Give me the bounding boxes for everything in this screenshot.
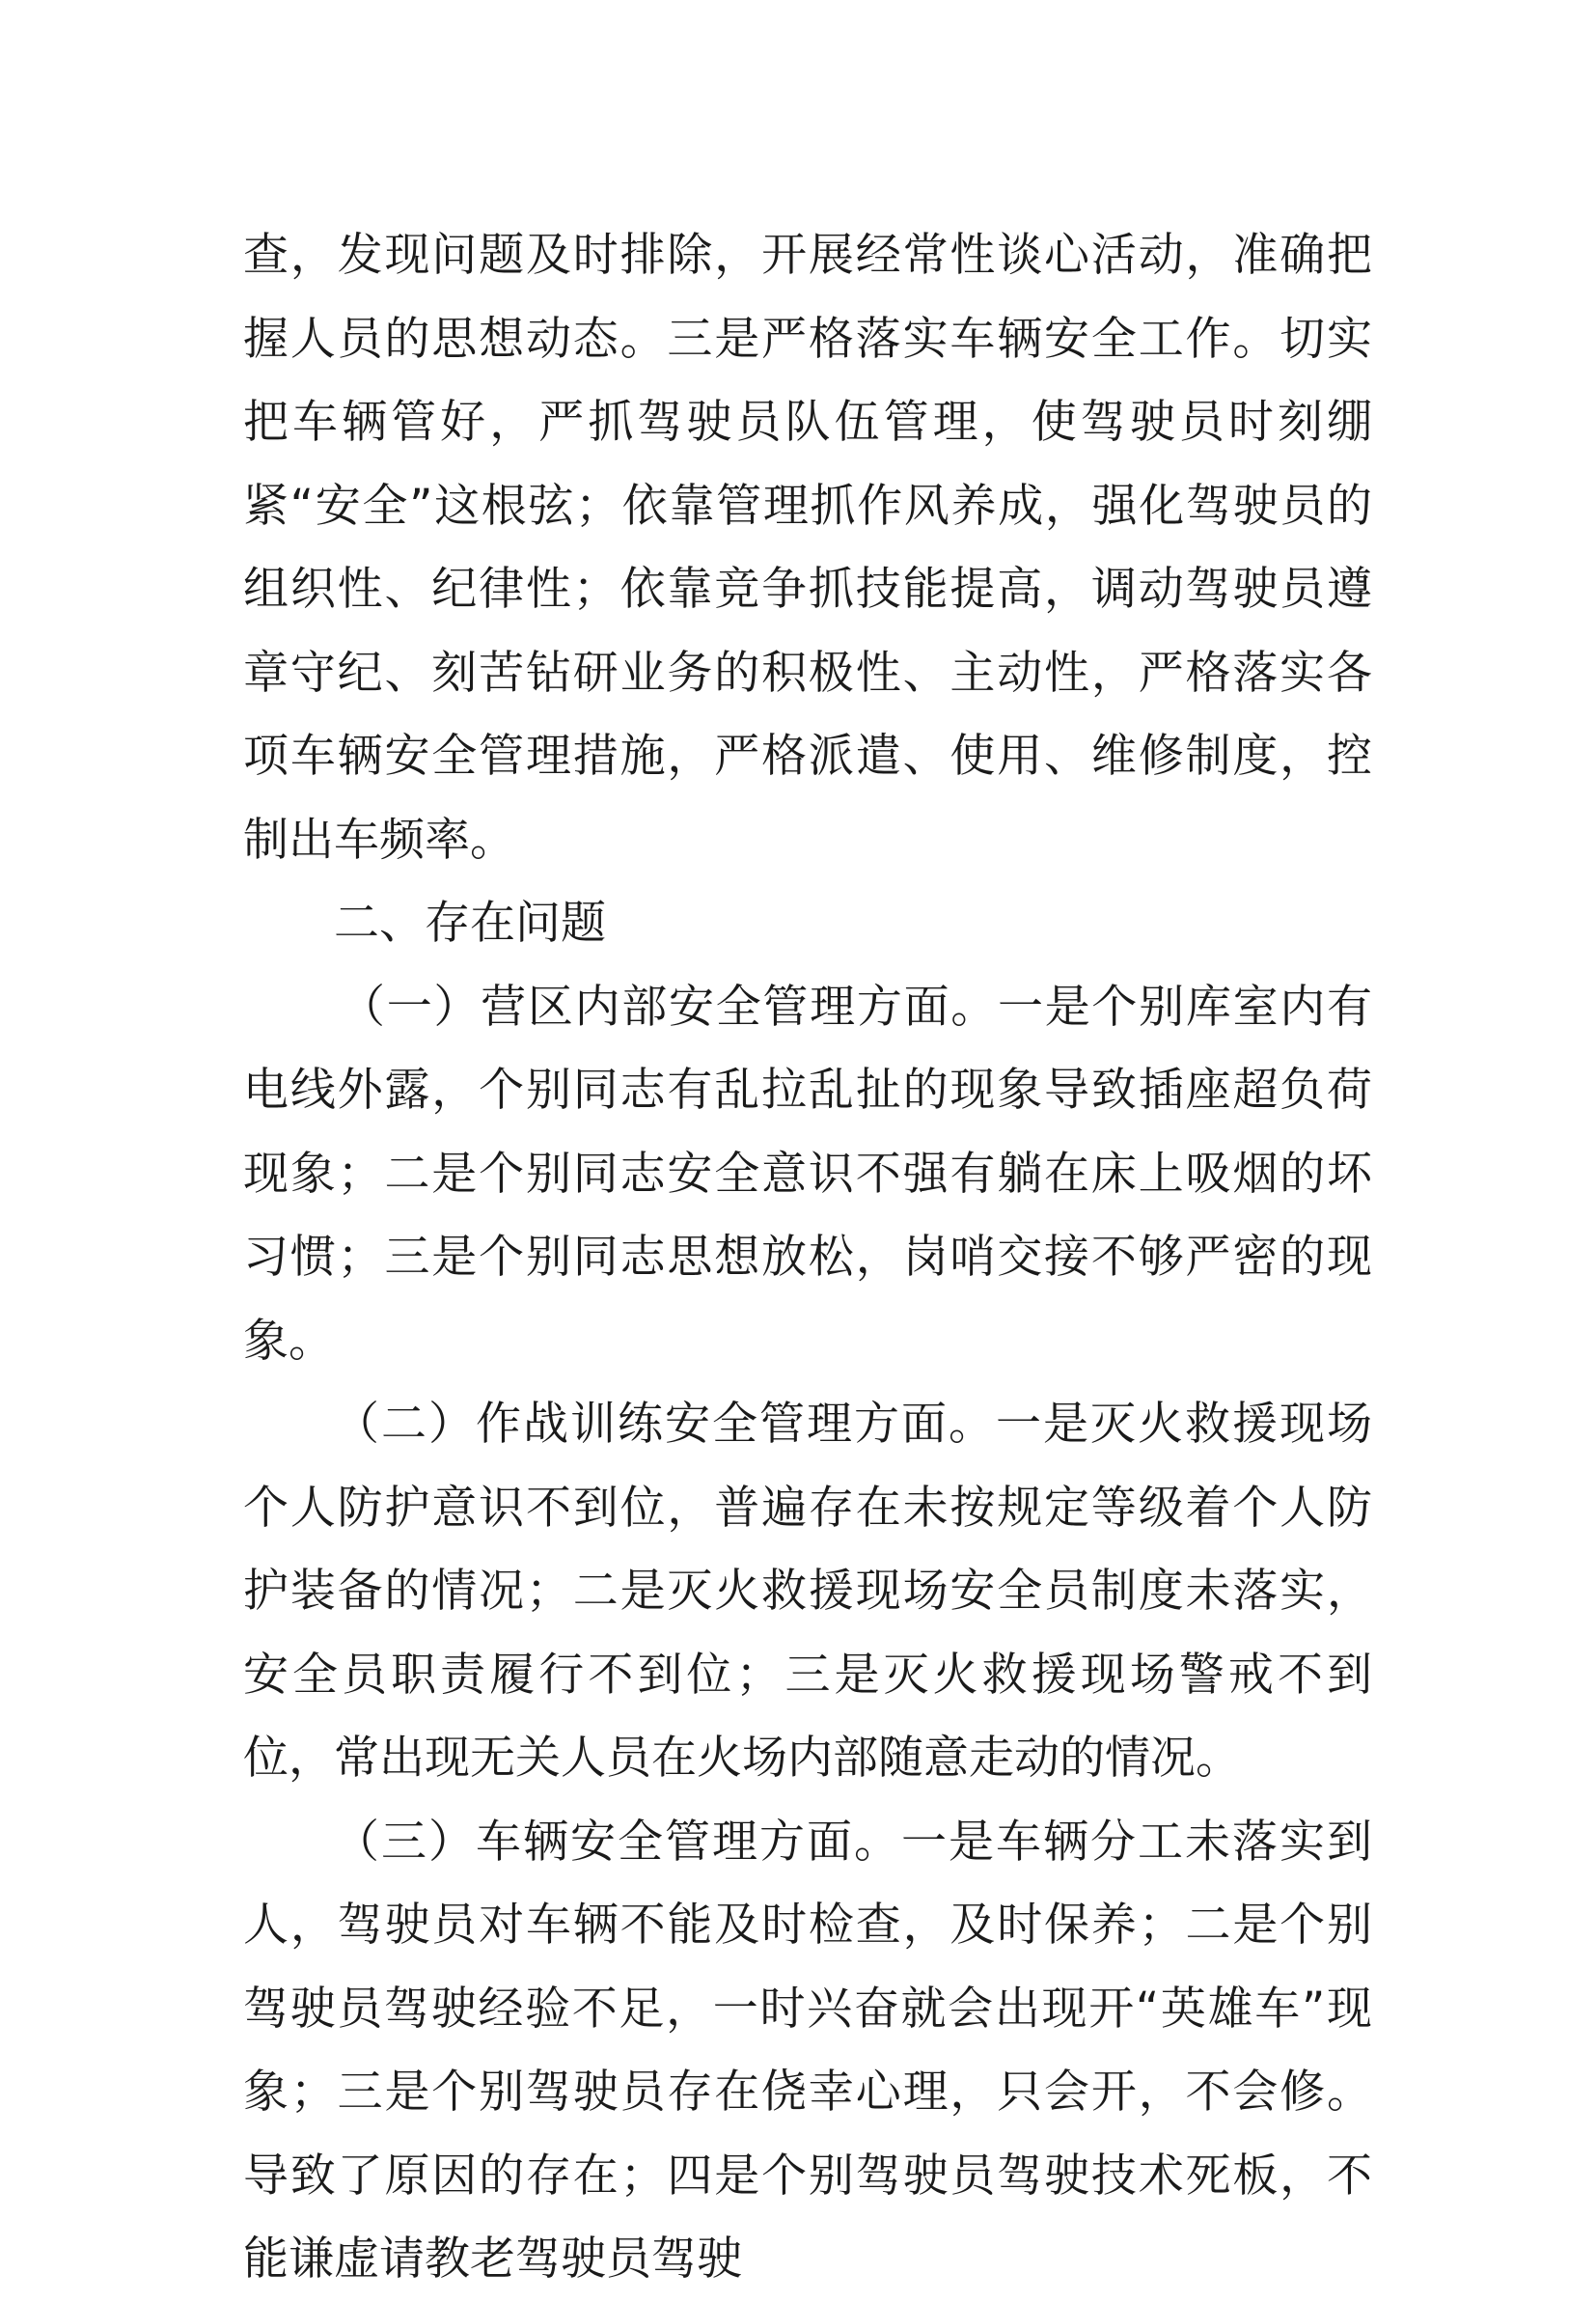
paragraph-continuation: 查，发现问题及时排除，开展经常性谈心活动，准确把握人员的思想动态。三是严格落实车辆安全工作。切实把车辆管好，严抓驾驶员队伍管理，使驾驶员时刻绷紧“安全”这根弦；依靠管理抓作风养成，强化驾驶员的组织性、纪律性；依靠竞争抓技能提高，调动驾驶员遵章守纪、刻苦钻研业务的积极性、主动性，严格落实各项车辆安全管理措施，严格派遣、使用、维修制度，控制出车频率。 <box>243 229 1372 867</box>
paragraph-training-safety: （二）作战训练安全管理方面。一是灭火救援现场个人防护意识不到位，普遍存在未按规定等级着个人防护装备的情况；二是灭火救援现场安全员制度未落实，安全员职责履行不到位；三是灭火救援现场警戒不到位，常出现无关人员在火场内部随意走动的情况。 <box>243 1398 1372 1785</box>
paragraph-camp-safety: （一）营区内部安全管理方面。一是个别库室内有电线外露，个别同志有乱拉乱扯的现象导致插座超负荷现象；二是个别同志安全意识不强有躺在床上吸烟的坏习惯；三是个别同志思想放松，岗哨交接不够严密的现象。 <box>243 980 1372 1368</box>
paragraph-vehicle-safety: （三）车辆安全管理方面。一是车辆分工未落实到人，驾驶员对车辆不能及时检查，及时保养；二是个别驾驶员驾驶经验不足，一时兴奋就会出现开“英雄车”现象；三是个别驾驶员存在侥幸心理，只会开，不会修。导致了原因的存在；四是个别驾驶员驾驶技术死板，不能谦虚请教老驾驶员驾驶 <box>243 1815 1372 2286</box>
section-heading: 二、存在问题 <box>334 897 606 950</box>
document-body <box>243 214 1372 2302</box>
